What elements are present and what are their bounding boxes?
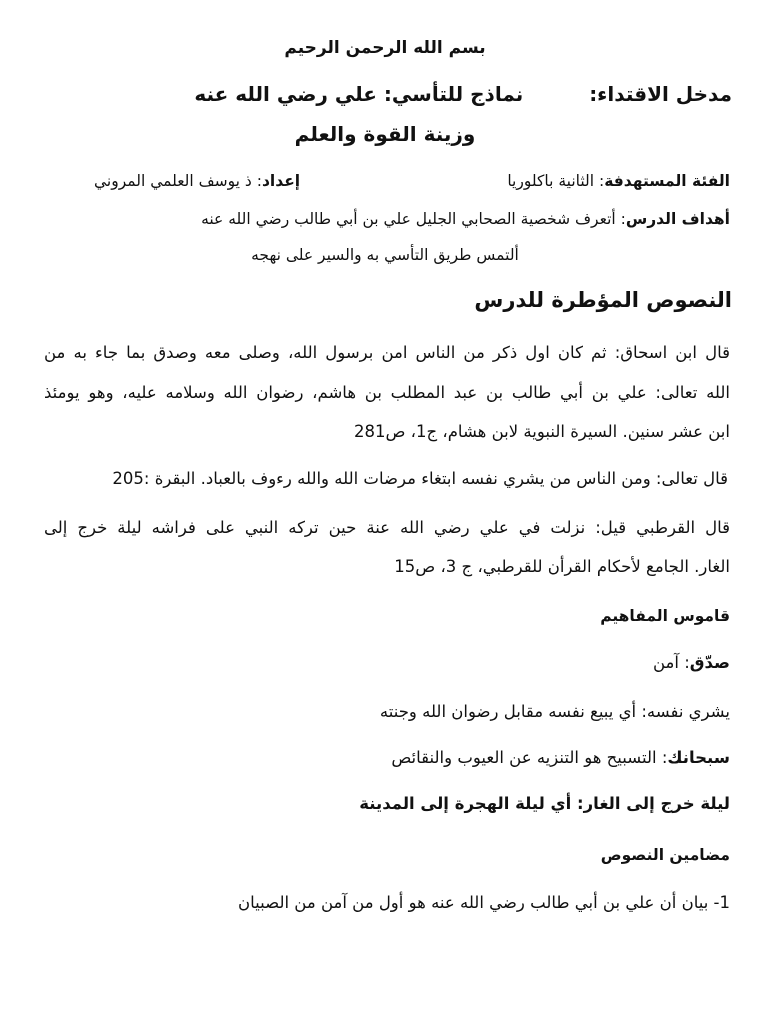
passage-1-line-1: قال ابن اسحاق: ثم كان اول ذكر من الناس امن برسول الله، وصلى معه وصدق بما جاء به من <box>44 343 730 362</box>
lesson-title: نماذج للتأسي: علي رضي الله عنه <box>194 82 524 106</box>
glossary-item <box>40 702 730 721</box>
glossary-term: ليلة خرج إلى الغار: <box>571 794 730 813</box>
texts-heading: النصوص المؤطرة للدرس <box>474 288 732 312</box>
contents-heading: مضامين النصوص <box>600 846 730 864</box>
goals-text-1: : أتعرف شخصية الصحابي الجليل علي بن أبي طالب رضي الله عنه <box>201 210 626 228</box>
goals-label: أهداف الدرس <box>625 210 730 228</box>
glossary-definition: : آمن <box>652 653 690 672</box>
goals-line1 <box>60 210 730 228</box>
passage-3-line-1: قال القرطبي قيل: نزلت في علي رضي الله عنة حين تركه النبي على فراشه ليلة خرج إلى <box>44 518 730 537</box>
glossary-term: سبحانك <box>667 748 730 767</box>
audience <box>507 172 730 190</box>
passage-1-line-3: ابن عشر سنين. السيرة النبوية لابن هشام، ج1، ص281 <box>353 422 730 441</box>
author-value: : ذ يوسف العلمي المروني <box>94 172 262 190</box>
glossary-heading: قاموس المفاهيم <box>600 607 730 625</box>
contents-item-1: 1- بيان أن علي بن أبي طالب رضي الله عنه هو أول من آمن من الصبيان <box>238 893 730 912</box>
audience-label: الفئة المستهدفة <box>604 172 730 190</box>
title-row <box>40 82 732 106</box>
author-label: إعداد <box>261 172 301 190</box>
glossary-definition: أي ليلة الهجرة إلى المدينة <box>359 794 572 813</box>
passage-2: قال تعالى: ومن الناس من يشري نفسه ابتغاء مرضات الله والله رءوف بالعباد. البقرة :205 <box>112 469 728 488</box>
basmala: بسم الله الرحمن الرحيم <box>284 38 486 58</box>
passage-1-line-2: الله تعالى: علي بن أبي طالب بن عبد المطلب بن هاشم، رضوان الله وسلامه عليه، وهو يومئذ <box>44 383 730 402</box>
glossary-item <box>40 653 730 672</box>
author <box>94 172 300 190</box>
glossary-item <box>40 748 730 767</box>
glossary-term: صدّق <box>689 653 730 672</box>
lesson-subtitle: وزينة القوة والعلم <box>294 122 476 146</box>
meta-row <box>48 172 730 190</box>
glossary-definition: : التسبيح هو التنزيه عن العيوب والنقائص <box>391 748 668 767</box>
glossary-definition: يشري نفسه: أي يبيع نفسه مقابل رضوان الله وجنته <box>379 702 730 721</box>
entry-label: مدخل الاقتداء: <box>589 82 732 106</box>
passage-3-line-2: الغار. الجامع لأحكام القرأن للقرطبي، ج 3، ص15 <box>394 557 730 576</box>
glossary-item <box>40 794 730 813</box>
audience-value: : الثانية باكلوريا <box>507 172 605 190</box>
goals-text-2: ألتمس طريق التأسي به والسير على نهجه <box>251 246 519 264</box>
